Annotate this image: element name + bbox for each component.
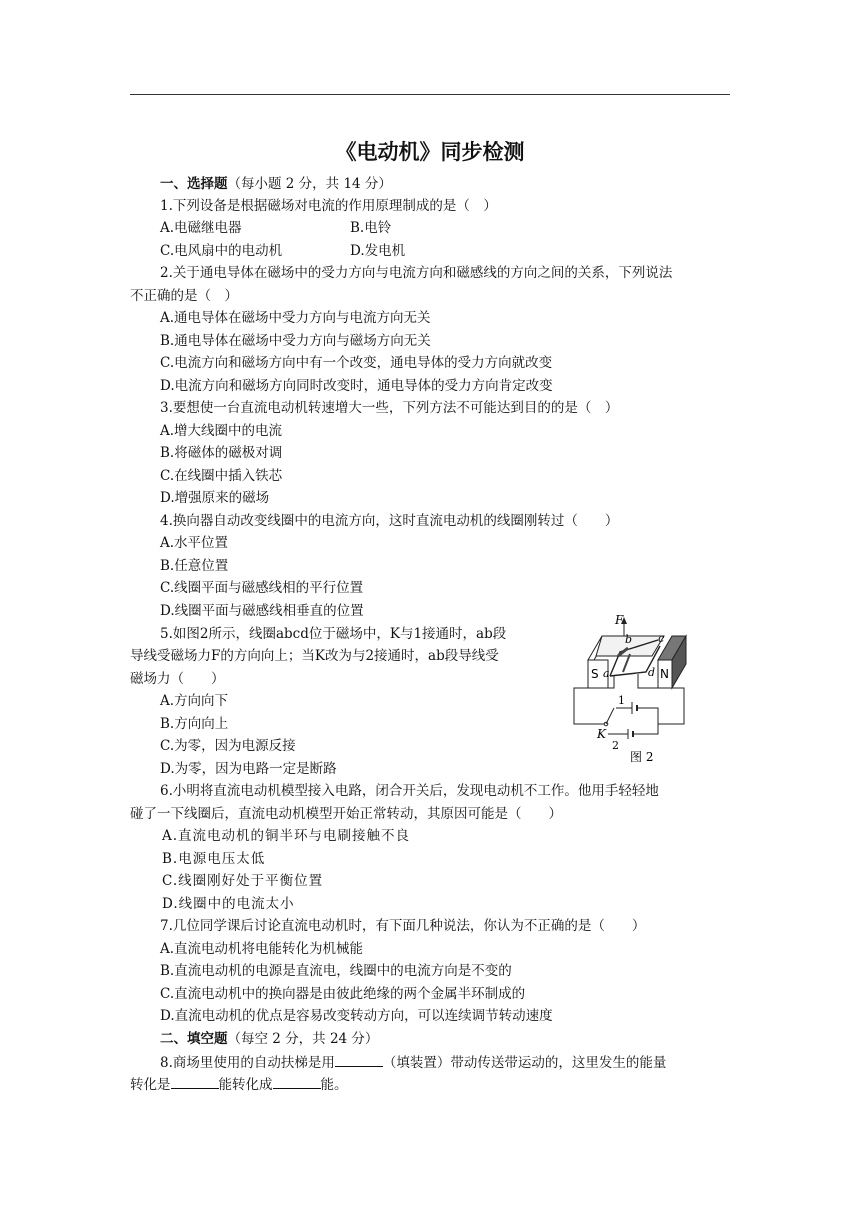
q6-option-c: C.线圈刚好处于平衡位置 bbox=[162, 873, 324, 889]
section-note: （每小题 2 分，共 14 分） bbox=[227, 176, 392, 192]
q5-stem-line3: 磁场力（ ） bbox=[130, 671, 225, 687]
q3-option-b: B.将磁体的磁极对调 bbox=[160, 445, 283, 461]
q8-blank-energy-to[interactable] bbox=[273, 1074, 321, 1089]
q3-stem: 3.要想使一台直流电动机转速增大一些，下列方法不可能达到目的的是（ ） bbox=[160, 400, 619, 416]
header-rule bbox=[130, 94, 730, 95]
q6-option-d: D.线圈中的电流太小 bbox=[162, 896, 295, 912]
section-heading-choice bbox=[160, 174, 392, 194]
label-2: 2 bbox=[612, 739, 619, 752]
figure-caption: 图 2 bbox=[630, 750, 654, 764]
q7-option-b: B.直流电动机的电源是直流电，线圈中的电流方向是不变的 bbox=[160, 963, 512, 979]
q4-option-c: C.线圈平面与磁感线相的平行位置 bbox=[160, 580, 364, 596]
branch-2-wire-right bbox=[633, 724, 658, 734]
label-K: K bbox=[597, 727, 606, 741]
motor-circuit-diagram bbox=[568, 612, 694, 772]
section-title: 一、选择题 bbox=[160, 176, 228, 192]
q1-stem: 1.下列设备是根据磁场对电流的作用原理制成的是（ ） bbox=[160, 198, 497, 214]
section-title: 二、填空题 bbox=[160, 1031, 228, 1047]
label-c: c bbox=[658, 632, 665, 645]
label-1: 1 bbox=[618, 694, 625, 707]
q8-part1: 8.商场里使用的自动扶梯是用 bbox=[160, 1055, 335, 1071]
branch-1-wire-right bbox=[637, 708, 658, 724]
figure-2-motor-circuit bbox=[568, 612, 694, 772]
q5-option-b: B.方向向上 bbox=[160, 716, 229, 732]
q1-option-c: C.电风扇中的电动机 bbox=[160, 243, 283, 259]
q7-option-d: D.直流电动机的优点是容易改变转动方向，可以连续调节转动速度 bbox=[160, 1008, 553, 1024]
q8-part4: 能转化成 bbox=[218, 1077, 273, 1093]
q5-option-c: C.为零，因为电源反接 bbox=[160, 738, 296, 754]
q5-option-a: A.方向向下 bbox=[160, 693, 229, 709]
label-b: b bbox=[625, 633, 633, 646]
q2-stem-line2: 不正确的是（ ） bbox=[130, 288, 238, 304]
q6-option-b: B.电源电压太低 bbox=[162, 851, 266, 867]
q4-option-a: A.水平位置 bbox=[160, 535, 229, 551]
q6-stem-line2: 碰了一下线圈后，直流电动机模型开始正常转动，其原因可能是（ ） bbox=[130, 806, 562, 822]
q1-option-d: D.发电机 bbox=[350, 243, 406, 259]
q7-option-a: A.直流电动机将电能转化为机械能 bbox=[160, 941, 364, 957]
q4-option-b: B.任意位置 bbox=[160, 558, 229, 574]
q3-option-a: A.增大线圈中的电流 bbox=[160, 423, 283, 439]
q7-option-c: C.直流电动机中的换向器是由彼此绝缘的两个金属半环制成的 bbox=[160, 986, 526, 1002]
q8-line2 bbox=[130, 1074, 348, 1095]
q6-option-a: A.直流电动机的铜半环与电刷接触不良 bbox=[162, 828, 411, 844]
q1-option-b: B.电铃 bbox=[350, 220, 392, 236]
q2-option-b: B.通电导体在磁场中受力方向与磁场方向无关 bbox=[160, 333, 431, 349]
q8-line1 bbox=[160, 1052, 666, 1073]
label-d: d bbox=[648, 666, 656, 679]
section-heading-fill bbox=[160, 1029, 378, 1049]
page-title: 《电动机》同步检测 bbox=[335, 140, 525, 164]
q8-blank-device[interactable] bbox=[335, 1052, 383, 1067]
q1-option-a: A.电磁继电器 bbox=[160, 220, 242, 236]
q3-option-c: C.在线圈中插入铁芯 bbox=[160, 468, 283, 484]
q7-stem: 7.几位同学课后讨论直流电动机时，有下面几种说法，你认为不正确的是（ ） bbox=[160, 918, 646, 934]
q8-blank-energy-from[interactable] bbox=[171, 1074, 219, 1089]
q2-option-d: D.电流方向和磁场方向同时改变时，通电导体的受力方向肯定改变 bbox=[160, 378, 553, 394]
q6-stem-line1: 6.小明将直流电动机模型接入电路，闭合开关后，发现电动机不工作。他用手轻轻地 bbox=[160, 783, 659, 799]
q8-part5: 能。 bbox=[320, 1077, 348, 1093]
q5-option-d: D.为零，因为电路一定是断路 bbox=[160, 761, 337, 777]
q3-option-d: D.增强原来的磁场 bbox=[160, 490, 270, 506]
switch-lever bbox=[606, 708, 614, 724]
q2-option-a: A.通电导体在磁场中受力方向与电流方向无关 bbox=[160, 310, 431, 326]
q5-stem-line2: 导线受磁场力F的方向向上；当K改为与2接通时，ab段导线受 bbox=[130, 648, 499, 664]
section-note: （每空 2 分，共 24 分） bbox=[227, 1031, 379, 1047]
magnet-s-label: S bbox=[591, 667, 599, 681]
q2-option-c: C.电流方向和磁场方向中有一个改变，通电导体的受力方向就改变 bbox=[160, 355, 553, 371]
q5-stem-line1: 5.如图2所示，线圈abcd位于磁场中，K与1接通时，ab段 bbox=[160, 626, 507, 642]
magnet-n-label: N bbox=[660, 667, 669, 681]
q8-part3: 转化是 bbox=[130, 1077, 171, 1093]
q4-stem: 4.换向器自动改变线圈中的电流方向，这时直流电动机的线圈刚转过（ ） bbox=[160, 513, 619, 529]
q4-option-d: D.线圈平面与磁感线相垂直的位置 bbox=[160, 603, 364, 619]
label-F: F bbox=[615, 613, 624, 627]
q8-part2: （填装置）带动传送带运动的，这里发生的能量 bbox=[382, 1055, 667, 1071]
label-a: a bbox=[603, 667, 610, 680]
q2-stem-line1: 2.关于通电导体在磁场中的受力方向与电流方向和磁感线的方向之间的关系，下列说法 bbox=[160, 265, 673, 281]
